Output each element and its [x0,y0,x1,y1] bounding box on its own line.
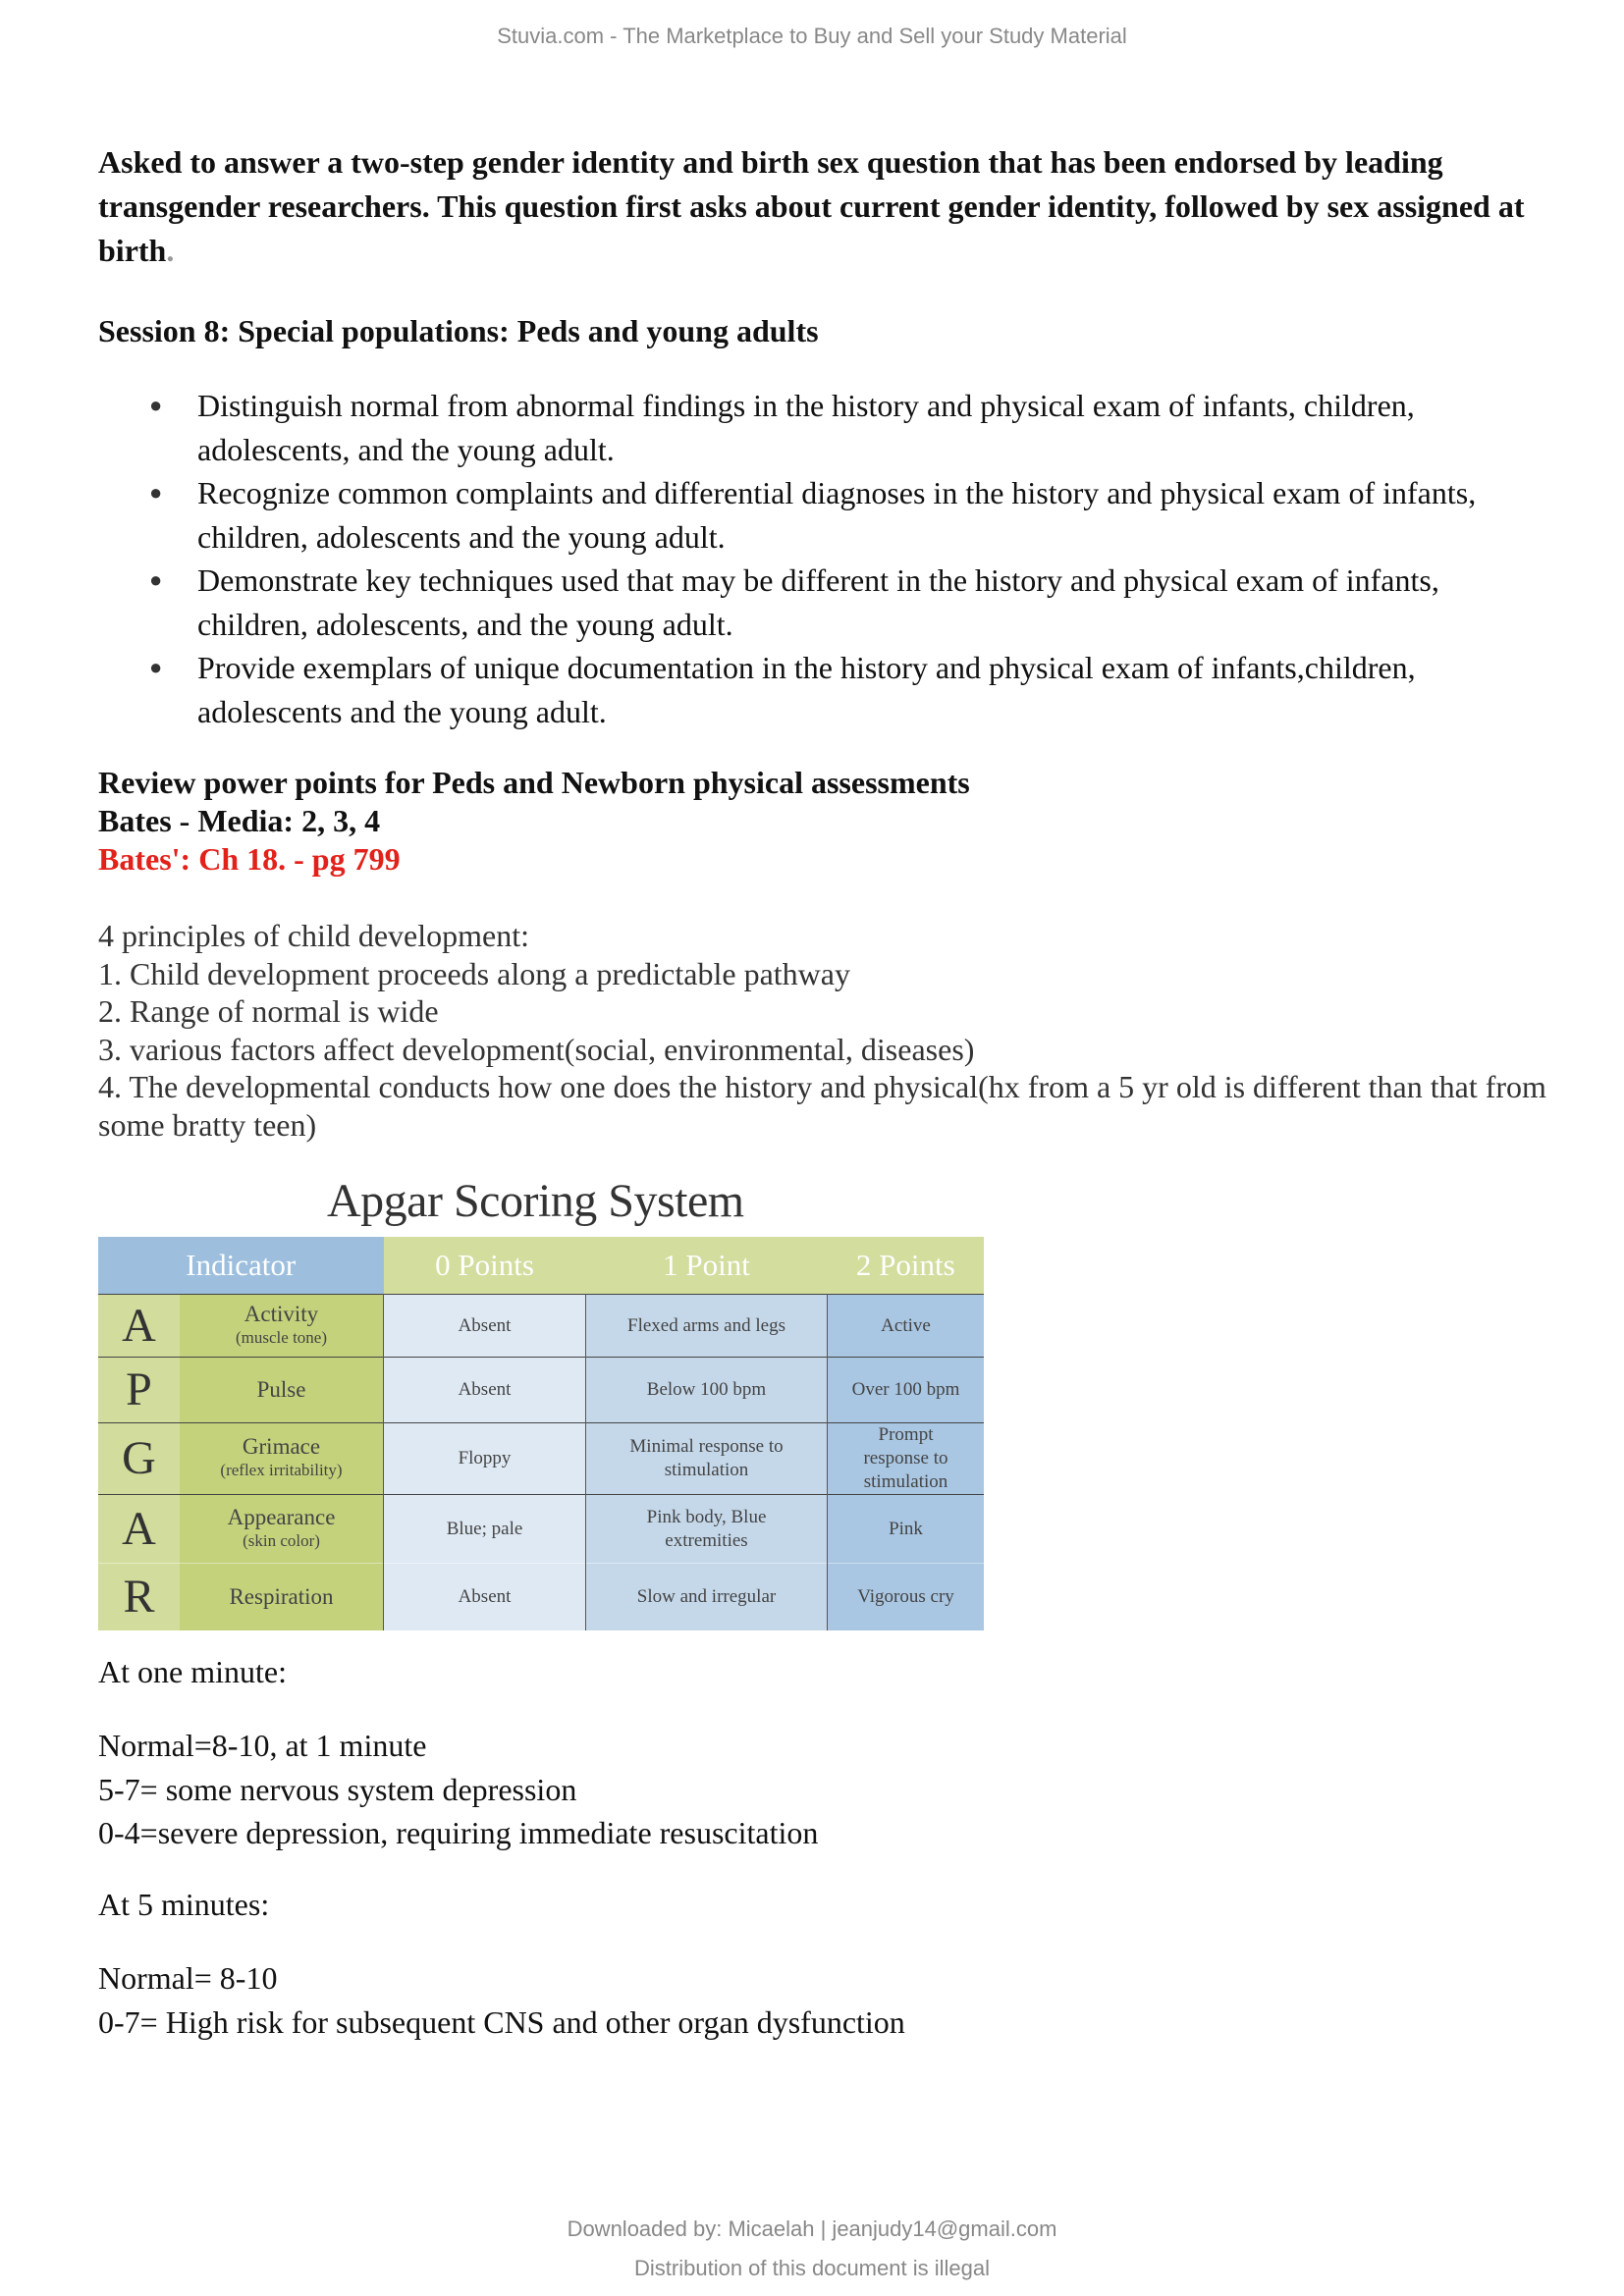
header-2-points: 2 Points [828,1237,985,1295]
intro-text: Asked to answer a two-step gender identity and birth sex question that has been endorsed by leading transgender researchers. This question first asks about current gender identity, followed by sex assigned at birth [98,144,1525,268]
score-0-cell: Blue; pale [384,1495,586,1564]
five-minutes-list [98,1956,1571,2044]
score-line: 0-4=severe depression, requiring immediate resuscitation [98,1815,819,1850]
five-minutes-heading: At 5 minutes: [98,1887,270,1922]
score-1-cell: Slow and irregular [586,1564,828,1630]
indicator-name: Grimace [242,1434,321,1459]
objective-item: ● Provide exemplars of unique documentation in the history and physical exam of infants,children, adolescents and the young adult. [98,646,1542,733]
intro-end: . [166,233,175,268]
score-line: 5-7= some nervous system depression [98,1771,577,1807]
apgar-row [98,1423,984,1495]
review-heading: Review power points for Peds and Newborn physical assessments [98,765,970,800]
indicator-name: Respiration [229,1583,334,1609]
indicator-cell [180,1495,384,1564]
score-1-cell: Pink body, Blue extremities [586,1495,828,1564]
indicator-subtitle: (skin color) [243,1530,320,1550]
objective-item: ● Demonstrate key techniques used that may be different in the history and physical exam of infants, children, adolescents, and the young adult. [98,559,1542,646]
score-0-cell: Absent [384,1358,586,1423]
indicator-name: Pulse [256,1377,306,1402]
header-0-points: 0 Points [384,1237,586,1295]
score-line: 0-7= High risk for subsequent CNS and other organ dysfunction [98,2003,905,2040]
score-1-cell: Below 100 bpm [586,1358,828,1423]
apgar-letter: G [98,1423,180,1495]
score-2-cell: Active [828,1295,985,1358]
indicator-subtitle: (reflex irritability) [220,1461,343,1479]
indicator-cell [180,1423,384,1495]
indicator-name: Activity [244,1301,319,1326]
apgar-row [98,1564,984,1630]
score-line: Normal=8-10, at 1 minute [98,1728,427,1763]
score-0-cell: Absent [384,1295,586,1358]
indicator-cell [180,1564,384,1630]
principle-item: 4. The developmental conducts how one does the history and physical(hx from a 5 yr old is different than that from some bratty teen) [98,1069,1546,1143]
apgar-letter: R [98,1564,180,1630]
one-minute-heading: At one minute: [98,1654,287,1689]
intro-paragraph [98,140,1561,273]
apgar-letter: P [98,1358,180,1423]
score-2-cell: Prompt response to stimulation [828,1423,985,1495]
score-line: Normal= 8-10 [98,1960,278,1996]
apgar-letter: A [98,1495,180,1564]
footer-downloaded: Downloaded by: Micaelah | jeanjudy14@gmail.com [567,2216,1057,2241]
apgar-row [98,1358,984,1423]
apgar-row [98,1495,984,1564]
apgar-row [98,1295,984,1358]
header-1-point: 1 Point [586,1237,828,1295]
indicator-cell [180,1358,384,1423]
one-minute-list [98,1724,1571,1855]
principle-item: 1. Child development proceeds along a predictable pathway [98,955,850,991]
score-2-cell: Pink [828,1495,985,1564]
apgar-letter: A [98,1295,180,1358]
principles-heading: 4 principles of child development: [98,918,529,953]
principle-item: 3. various factors affect development(social, environmental, diseases) [98,1031,975,1067]
bates-reference: Bates': Ch 18. - pg 799 [98,841,401,877]
principle-item: 2. Range of normal is wide [98,993,439,1029]
objective-item: ● Distinguish normal from abnormal findings in the history and physical exam of infants, children, adolescents, and the young adult. [98,384,1542,471]
apgar-title: Apgar Scoring System [327,1175,744,1227]
score-0-cell: Absent [384,1564,586,1630]
session-title: Session 8: Special populations: Peds and young adults [98,313,819,348]
score-0-cell: Floppy [384,1423,586,1495]
indicator-cell [180,1295,384,1358]
score-1-cell: Minimal response to stimulation [586,1423,828,1495]
header-indicator: Indicator [98,1237,384,1295]
score-2-cell: Over 100 bpm [828,1358,985,1423]
indicator-subtitle: (muscle tone) [236,1327,327,1347]
apgar-table [98,1237,984,1630]
footer-distribution: Distribution of this document is illegal [634,2256,990,2280]
bates-media: Bates - Media: 2, 3, 4 [98,803,381,838]
principles-block [98,917,1551,1144]
objective-item: ● Recognize common complaints and differential diagnoses in the history and physical exam of infants, children, adolescents and the young adult. [98,471,1542,559]
indicator-name: Appearance [227,1504,336,1529]
score-1-cell: Flexed arms and legs [586,1295,828,1358]
objectives-list [98,384,1542,733]
score-2-cell: Vigorous cry [828,1564,985,1630]
page-header: Stuvia.com - The Marketplace to Buy and Sell your Study Material [497,24,1127,48]
review-block [98,764,1571,879]
